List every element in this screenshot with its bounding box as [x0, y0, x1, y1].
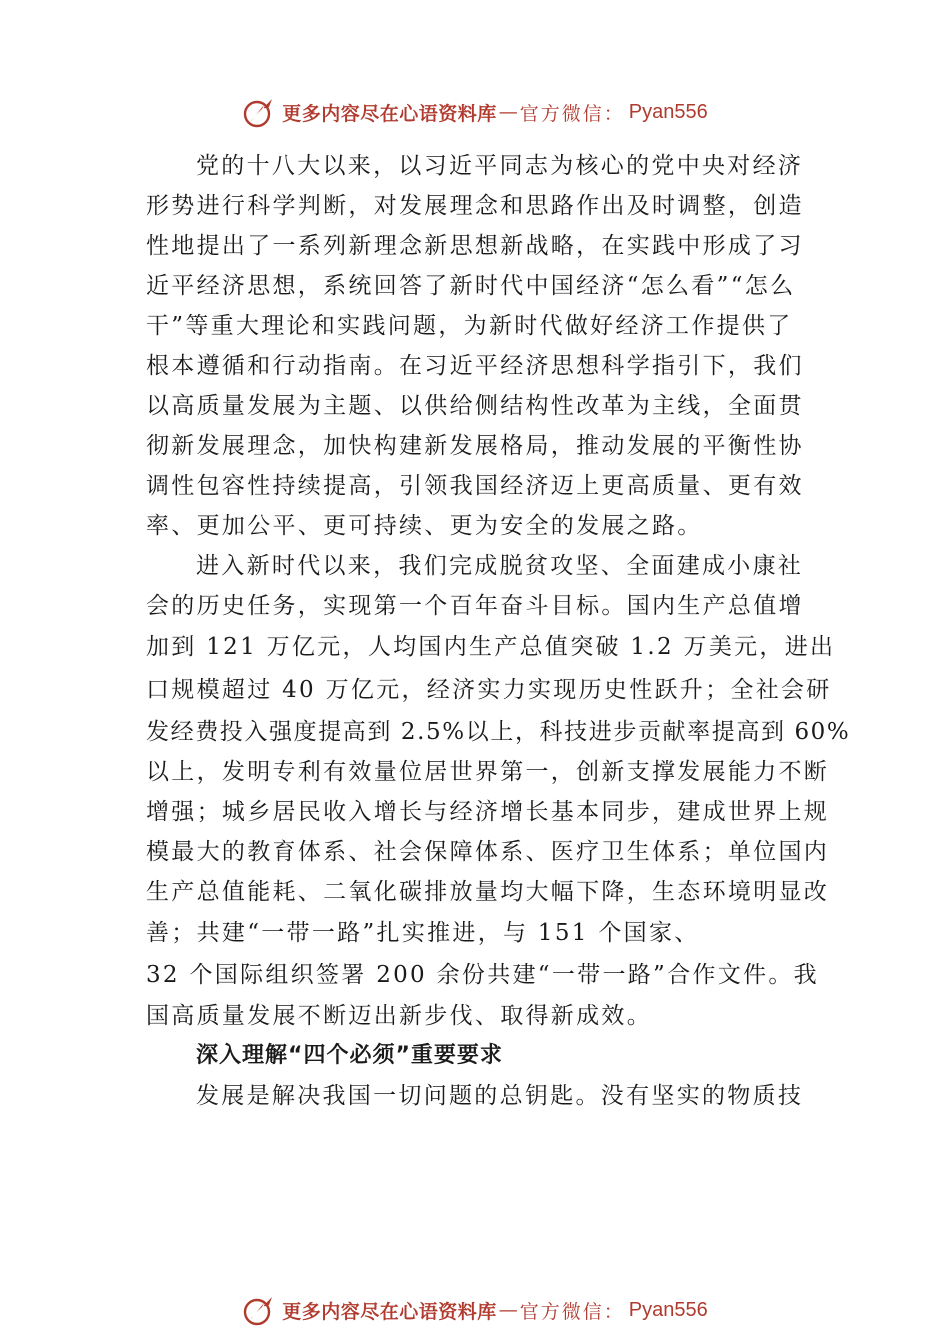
paragraph-1-line-3: 性地提出了一系列新理念新思想新战略，在实践中形成了习 — [146, 233, 804, 259]
paragraph-1-line-6: 根本遵循和行动指南。在习近平经济思想科学指引下，我们 — [146, 353, 804, 379]
paragraph-1-line-10: 率、更加公平、更可持续、更为安全的发展之路。 — [146, 513, 703, 539]
paragraph-2-line-4: 口规模超过 40 万亿元，经济实力实现历史性跃升；全社会研 — [146, 677, 832, 703]
paragraph-2-line-12: 国高质量发展不断迈出新步伐、取得新成效。 — [146, 1003, 652, 1029]
watermark-wechat-label: 官方微信： — [519, 102, 625, 125]
document-body — [146, 146, 851, 1116]
watermark-text: 更多内容尽在心语资料库 — [282, 1300, 497, 1323]
paragraph-2-line-2: 会的历史任务，实现第一个百年奋斗目标。国内生产总值增 — [146, 593, 804, 619]
paragraph-2-line-9: 生产总值能耗、二氧化碳排放量均大幅下降，生态环境明显改 — [146, 879, 830, 905]
quill-logo-icon — [242, 1293, 276, 1327]
paragraph-2-line-7: 增强；城乡居民收入增长与经济增长基本同步，建成世界上规 — [146, 799, 830, 825]
paragraph-2-line-11: 32 个国际组织签署 200 余份共建“一带一路”合作文件。我 — [146, 962, 819, 988]
quill-logo-icon — [242, 95, 276, 129]
watermark-wechat-id: Pyan556 — [628, 100, 708, 123]
paragraph-1-line-9: 调性包容性持续提高，引领我国经济迈上更高质量、更有效 — [146, 473, 804, 499]
header-watermark — [0, 92, 950, 132]
watermark-separator: — — [498, 101, 518, 123]
watermark-wechat-id: Pyan556 — [628, 1298, 708, 1321]
paragraph-1-line-1: 党的十八大以来，以习近平同志为核心的党中央对经济 — [196, 153, 804, 179]
paragraph-1-line-4: 近平经济思想，系统回答了新时代中国经济“怎么看”“怎么 — [146, 273, 796, 299]
paragraph-2-line-5: 发经费投入强度提高到 2.5%以上，科技进步贡献率提高到 60% — [146, 719, 851, 745]
paragraph-2-line-3: 加到 121 万亿元，人均国内生产总值突破 1.2 万美元，进出 — [146, 634, 836, 660]
paragraph-1-line-8: 彻新发展理念，加快构建新发展格局，推动发展的平衡性协 — [146, 433, 804, 459]
paragraph-3-line-1: 发展是解决我国一切问题的总钥匙。没有坚实的物质技 — [196, 1083, 804, 1109]
watermark-wechat-label: 官方微信： — [519, 1300, 625, 1323]
paragraph-2-line-10: 善；共建“一带一路”扎实推进，与 151 个国家、 — [146, 920, 700, 946]
watermark-text: 更多内容尽在心语资料库 — [282, 102, 497, 125]
section-heading: 深入理解“四个必须”重要要求 — [196, 1043, 503, 1068]
paragraph-2-line-8: 模最大的教育体系、社会保障体系、医疗卫生体系；单位国内 — [146, 839, 830, 865]
paragraph-2-line-6: 以上，发明专利有效量位居世界第一，创新支撑发展能力不断 — [146, 759, 830, 785]
paragraph-1-line-2: 形势进行科学判断，对发展理念和思路作出及时调整，创造 — [146, 193, 804, 219]
paragraph-1-line-5: 干”等重大理论和实践问题，为新时代做好经济工作提供了 — [146, 313, 793, 339]
paragraph-1-line-7: 以高质量发展为主题、以供给侧结构性改革为主线，全面贯 — [146, 393, 804, 419]
paragraph-2-line-1: 进入新时代以来，我们完成脱贫攻坚、全面建成小康社 — [196, 553, 804, 579]
watermark-separator: — — [498, 1299, 518, 1321]
footer-watermark — [0, 1290, 950, 1330]
